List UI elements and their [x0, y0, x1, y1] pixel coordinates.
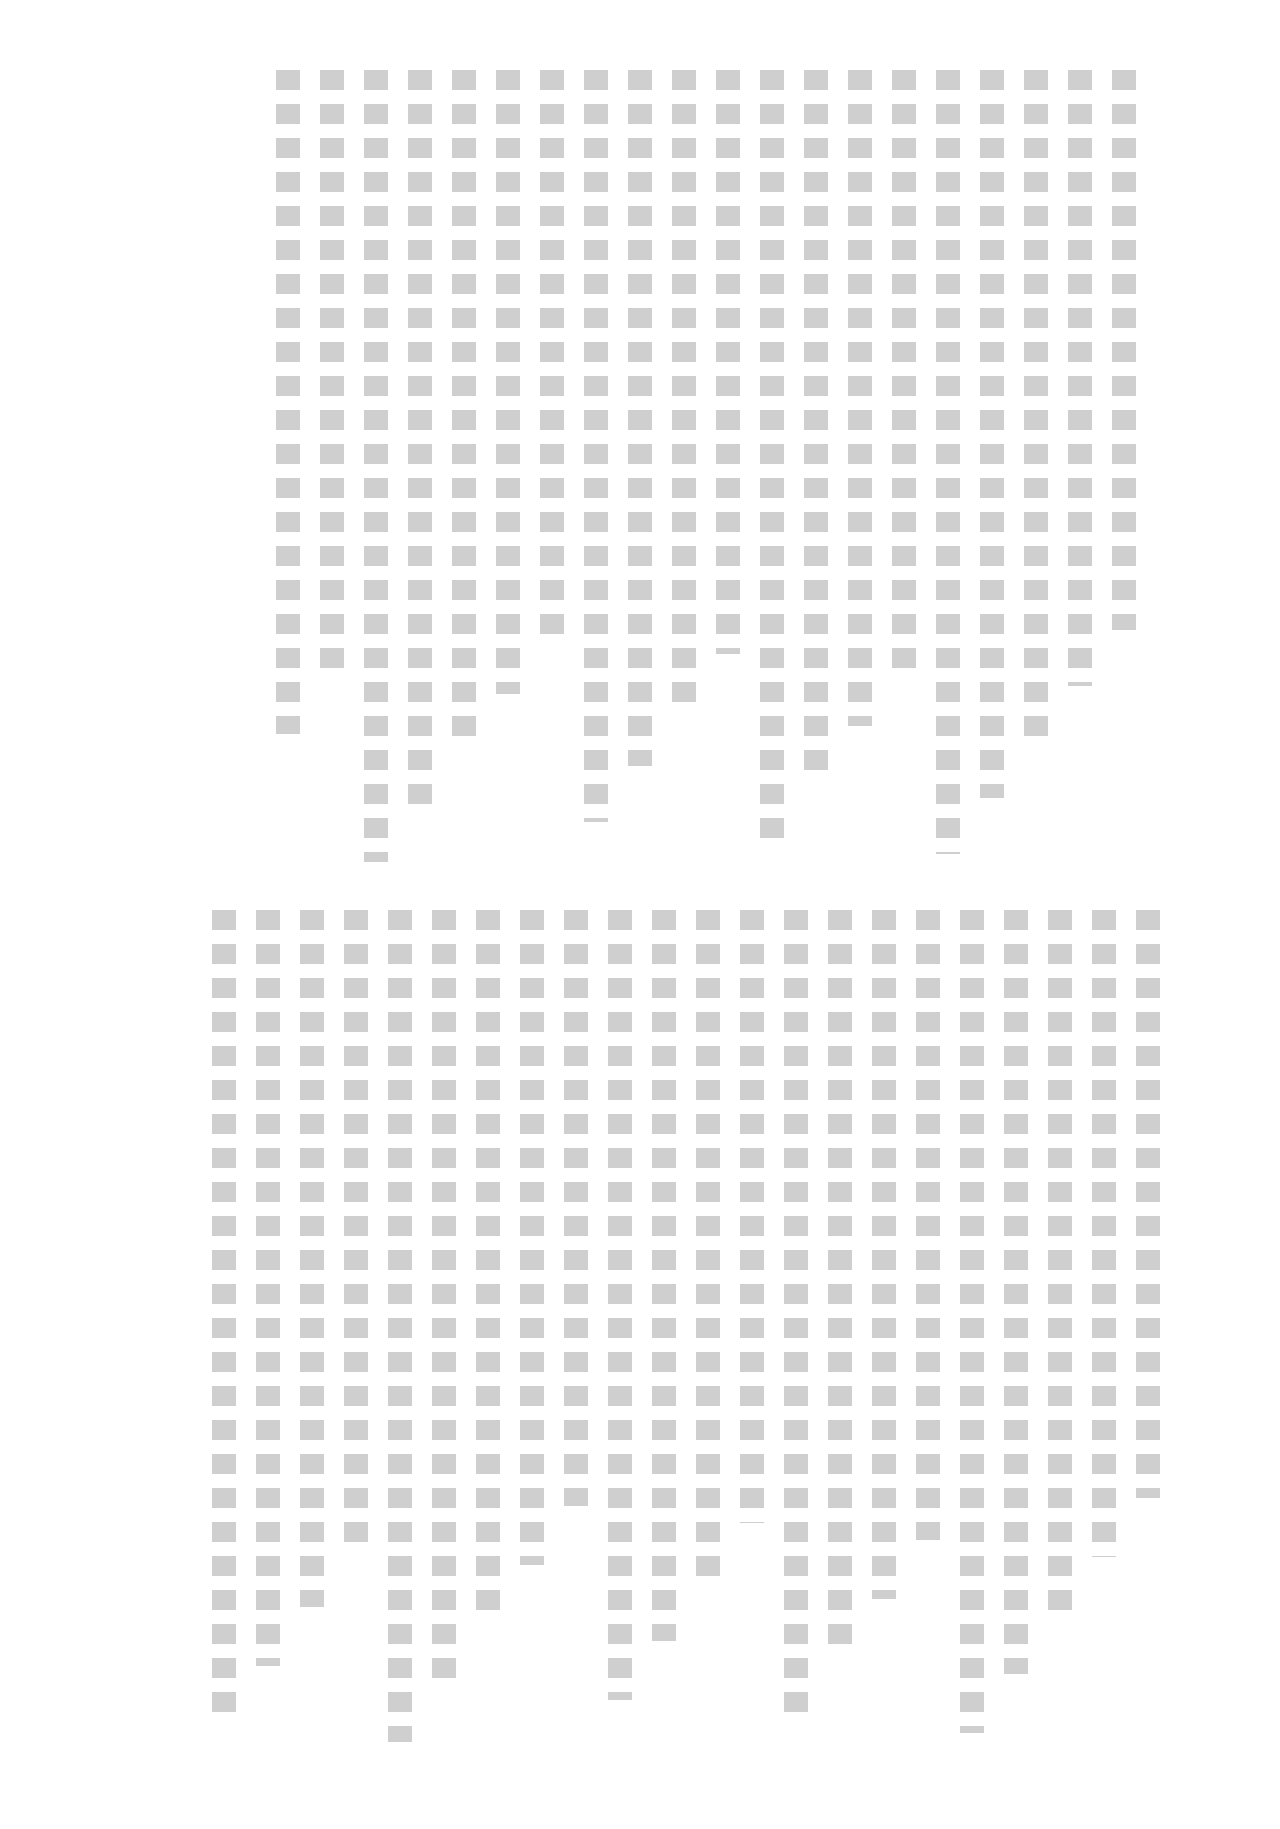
- text-placeholder: [256, 910, 280, 1666]
- text-placeholder: [432, 910, 456, 1683]
- text-placeholder: [872, 910, 896, 1599]
- text-placeholder: [276, 70, 300, 734]
- text-column: [1042, 910, 1072, 1750]
- text-column: [250, 910, 280, 1750]
- text-column: [910, 910, 940, 1750]
- text-column: [1062, 70, 1092, 870]
- text-placeholder: [496, 70, 520, 694]
- text-placeholder: [300, 910, 324, 1607]
- text-column: [602, 910, 632, 1750]
- text-placeholder: [892, 70, 916, 670]
- text-placeholder: [672, 70, 696, 710]
- text-column: [710, 70, 740, 870]
- text-placeholder: [1068, 70, 1092, 686]
- text-placeholder: [936, 70, 960, 854]
- text-column: [842, 70, 872, 870]
- text-column: [294, 910, 324, 1750]
- text-column: [886, 70, 916, 870]
- text-column: [558, 910, 588, 1750]
- text-placeholder: [716, 70, 740, 654]
- text-placeholder: [696, 910, 720, 1582]
- text-column: [1106, 70, 1136, 870]
- text-column: [866, 910, 896, 1750]
- text-placeholder: [784, 910, 808, 1716]
- text-column: [206, 910, 236, 1750]
- text-placeholder: [1048, 910, 1072, 1616]
- text-column: [798, 70, 828, 870]
- title-block: [1150, 70, 1160, 870]
- text-column: [666, 70, 696, 870]
- bottom-tier: [80, 910, 1160, 1750]
- text-placeholder: [1136, 910, 1160, 1498]
- text-placeholder: [916, 910, 940, 1540]
- text-placeholder: [476, 910, 500, 1624]
- text-placeholder: [828, 910, 852, 1658]
- text-column: [426, 910, 456, 1750]
- text-column: [954, 910, 984, 1750]
- text-placeholder: [540, 70, 564, 638]
- text-column: [514, 910, 544, 1750]
- text-column: [622, 70, 652, 870]
- text-placeholder: [652, 910, 676, 1641]
- text-column: [690, 910, 720, 1750]
- text-column: [490, 70, 520, 870]
- text-column: [734, 910, 764, 1750]
- top-tier: [80, 70, 1160, 870]
- text-placeholder: [960, 910, 984, 1733]
- text-placeholder: [520, 910, 544, 1565]
- text-placeholder: [584, 70, 608, 822]
- text-column: [930, 70, 960, 870]
- text-placeholder: [760, 70, 784, 838]
- text-column: [382, 910, 412, 1750]
- text-placeholder: [1112, 70, 1136, 630]
- text-placeholder: [980, 70, 1004, 798]
- text-column: [974, 70, 1004, 870]
- text-placeholder: [1004, 910, 1028, 1674]
- text-placeholder: [452, 70, 476, 750]
- text-placeholder: [364, 70, 388, 862]
- text-placeholder: [804, 70, 828, 782]
- text-placeholder: [848, 70, 872, 726]
- text-column: [998, 910, 1028, 1750]
- text-placeholder: [564, 910, 588, 1506]
- text-column: [822, 910, 852, 1750]
- text-column: [270, 70, 300, 870]
- text-placeholder: [608, 910, 632, 1700]
- text-column: [646, 910, 676, 1750]
- text-placeholder: [1024, 70, 1048, 742]
- text-placeholder: [408, 70, 432, 806]
- text-column: [754, 70, 784, 870]
- text-column: [446, 70, 476, 870]
- text-placeholder: [740, 910, 764, 1523]
- text-column: [358, 70, 388, 870]
- text-column: [1130, 910, 1160, 1750]
- text-column: [314, 70, 344, 870]
- text-column: [1086, 910, 1116, 1750]
- text-column: [778, 910, 808, 1750]
- text-column: [534, 70, 564, 870]
- text-column: [1018, 70, 1048, 870]
- text-placeholder: [212, 910, 236, 1725]
- text-column: [402, 70, 432, 870]
- text-column: [470, 910, 500, 1750]
- text-placeholder: [320, 70, 344, 678]
- text-placeholder: [344, 910, 368, 1548]
- text-placeholder: [388, 910, 412, 1742]
- text-placeholder: [1092, 910, 1116, 1557]
- text-column: [338, 910, 368, 1750]
- text-column: [578, 70, 608, 870]
- text-placeholder: [628, 70, 652, 766]
